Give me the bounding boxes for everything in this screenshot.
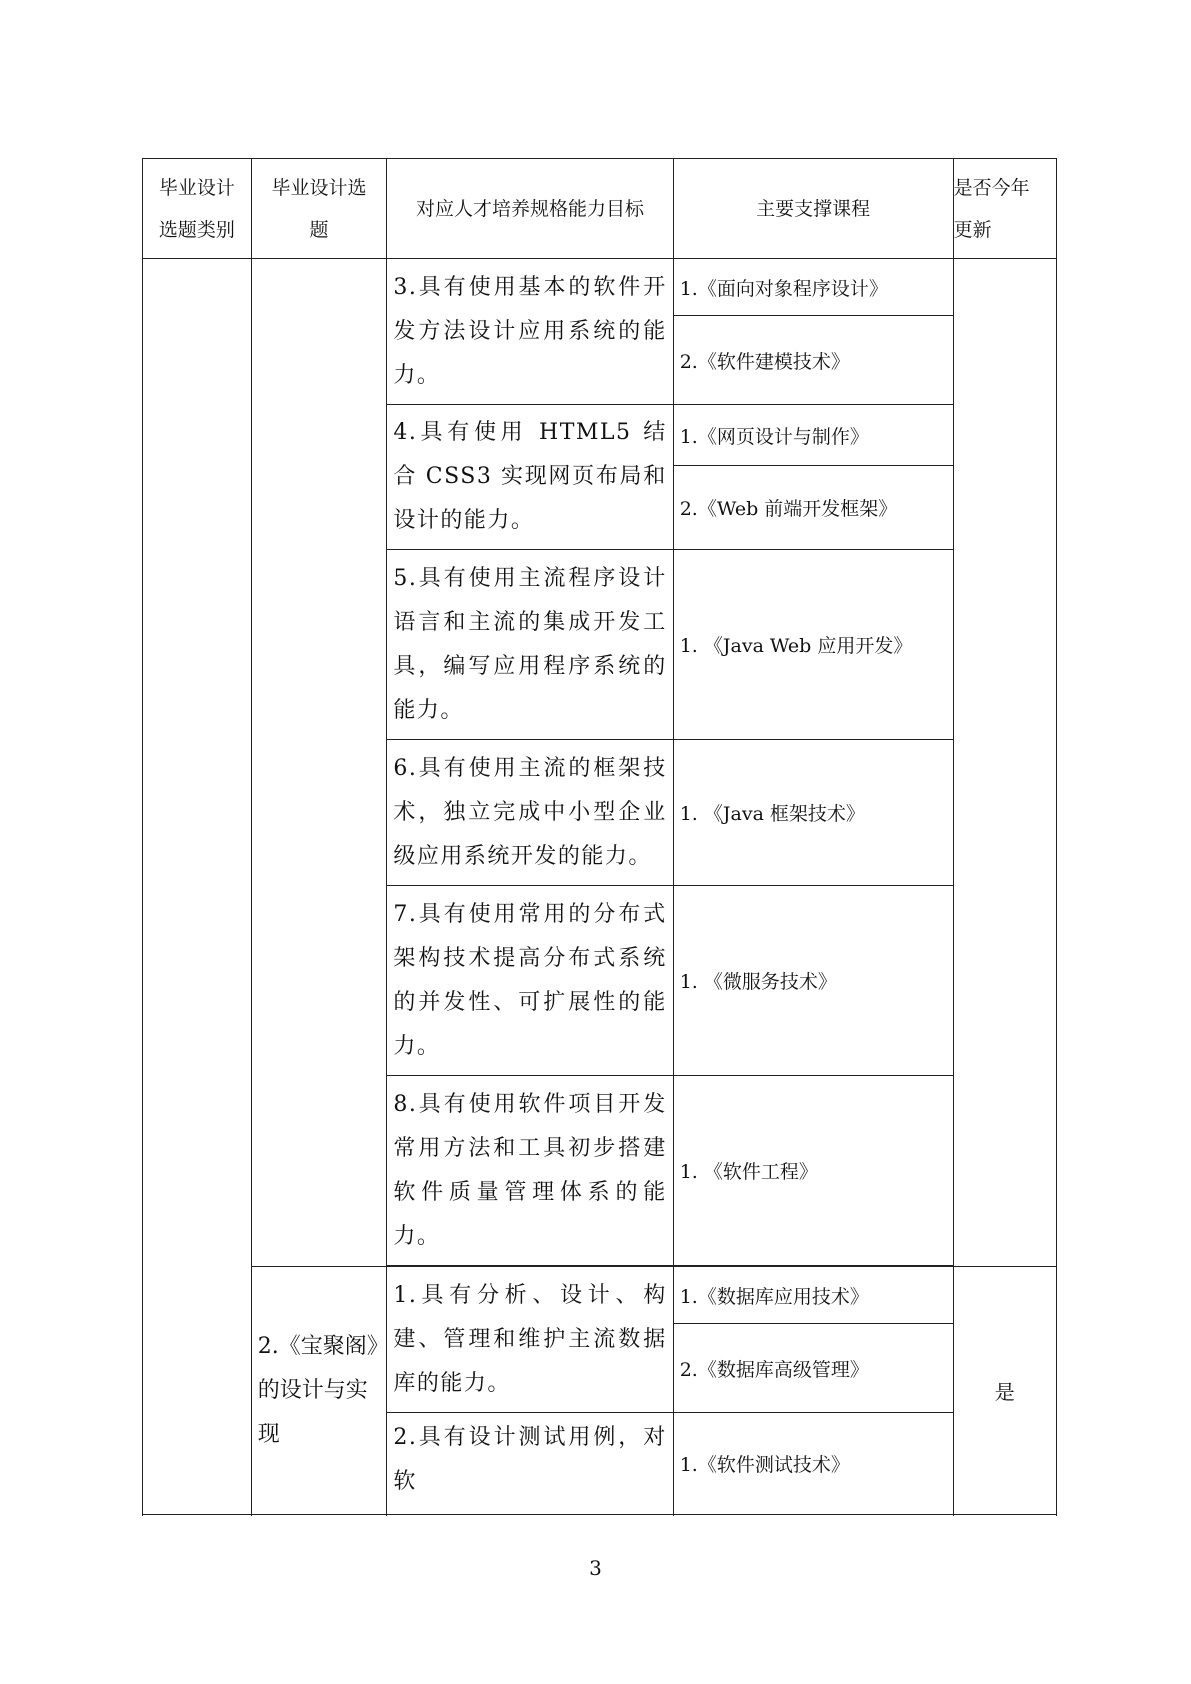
header-course: 主要支撑课程 (673, 159, 953, 259)
goal-cell: 3.具有使用基本的软件开发方法设计应用系统的能力。 (387, 259, 673, 405)
header-topic-line-1: 毕业设计选 (271, 176, 367, 199)
header-updated-line-2: 更新 (953, 218, 992, 241)
header-goal: 对应人才培养规格能力目标 (387, 159, 673, 259)
header-updated-line-1: 是否今年 (953, 176, 1030, 199)
course-cell: 2.《软件建模技术》 (673, 316, 953, 405)
goal-cell: 7.具有使用常用的分布式架构技术提高分布式系统的并发性、可扩展性的能力。 (387, 886, 673, 1076)
topic-cell-1 (251, 259, 387, 1267)
course-cell: 1. 《微服务技术》 (673, 886, 953, 1076)
curriculum-table (142, 158, 1057, 1515)
course-cell: 1.《网页设计与制作》 (673, 405, 953, 466)
updated-cell-1 (953, 259, 1056, 1267)
topic-cell-2: 2.《宝聚阁》的设计与实现 (251, 1267, 387, 1515)
course-cell: 2.《数据库高级管理》 (673, 1324, 953, 1413)
goal-cell: 1.具有分析、设计、构建、管理和维护主流数据库的能力。 (387, 1267, 673, 1413)
header-topic-line-2: 题 (309, 218, 329, 241)
goal-cell: 6.具有使用主流的框架技术，独立完成中小型企业级应用系统开发的能力。 (387, 740, 673, 886)
course-cell: 1.《数据库应用技术》 (673, 1267, 953, 1324)
course-cell: 1. 《Java 框架技术》 (673, 740, 953, 886)
header-topic (251, 159, 387, 259)
header-row (143, 159, 1057, 259)
goal-cell: 8.具有使用软件项目开发常用方法和工具初步搭建软件质量管理体系的能力。 (387, 1076, 673, 1266)
header-category-line-1: 毕业设计 (158, 176, 235, 199)
course-cell: 1.《软件测试技术》 (673, 1413, 953, 1515)
goal-cell: 4.具有使用 HTML5 结合 CSS3 实现网页布局和设计的能力。 (387, 405, 673, 550)
course-cell: 1. 《软件工程》 (673, 1076, 953, 1266)
header-category-line-2: 选题类别 (158, 218, 235, 241)
course-cell: 1.《面向对象程序设计》 (673, 259, 953, 316)
table-row (143, 259, 1057, 316)
header-category (143, 159, 252, 259)
course-cell: 1. 《Java Web 应用开发》 (673, 550, 953, 740)
course-cell: 2.《Web 前端开发框架》 (673, 466, 953, 550)
updated-cell-2: 是 (953, 1267, 1056, 1515)
page-number: 3 (589, 1556, 602, 1580)
category-cell (143, 259, 252, 1515)
table-row (143, 1267, 1057, 1324)
goal-cell: 5.具有使用主流程序设计语言和主流的集成开发工具，编写应用程序系统的能力。 (387, 550, 673, 740)
header-updated (953, 159, 1056, 259)
goal-cell: 2.具有设计测试用例，对软 (387, 1413, 673, 1515)
